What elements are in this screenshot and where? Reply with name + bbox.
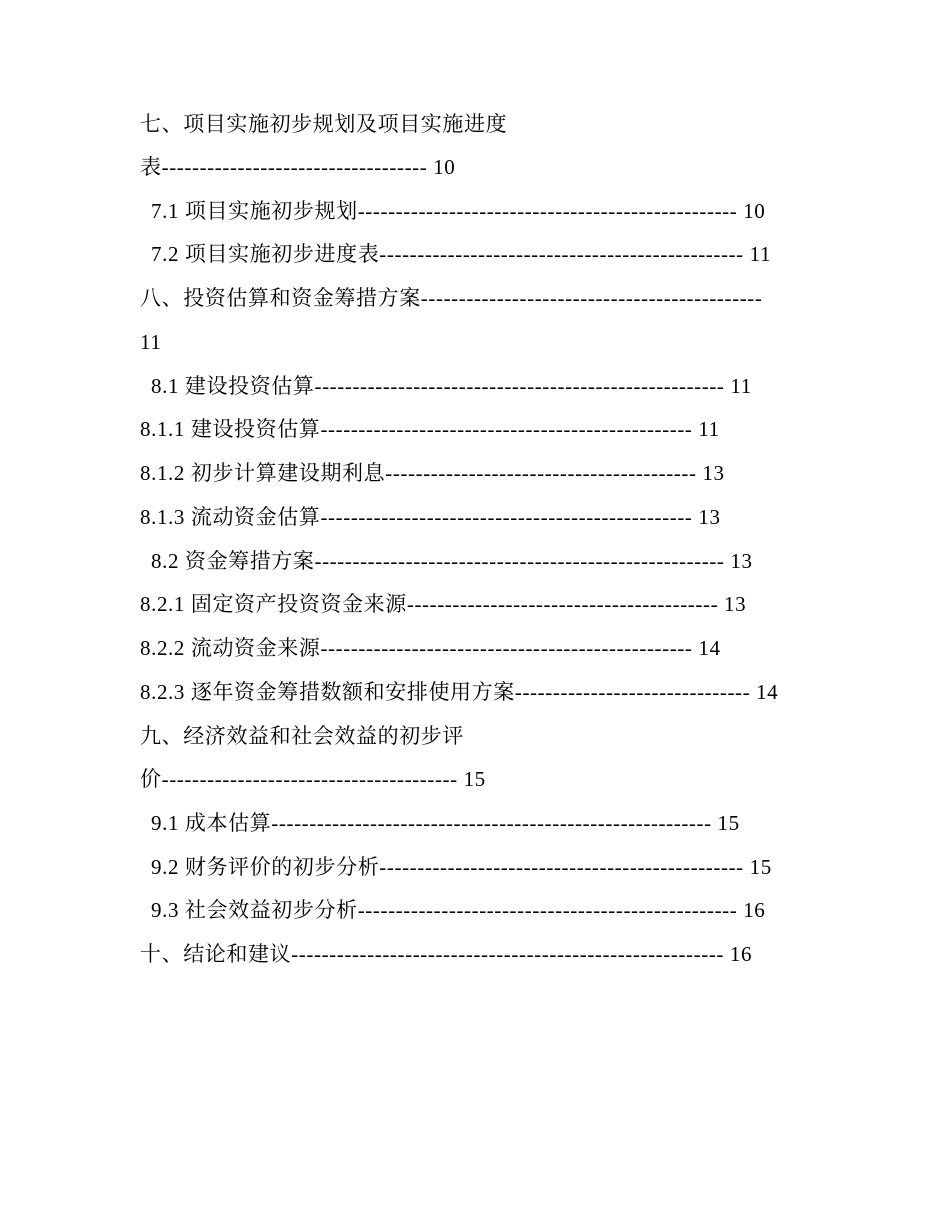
toc-entry-chapter-7-title: 七、项目实施初步规划及项目实施进度: [140, 112, 508, 136]
toc-entry-chapter-9-title: 九、经济效益和社会效益的初步评: [140, 724, 464, 748]
toc-entry-chapter-8-title: 八、投资估算和资金筹措方案---------------------------------------------: [140, 286, 763, 310]
toc-entry-8-2-1: 8.2.1 固定资产投资资金来源----------------------------------------- 13: [140, 592, 747, 616]
toc-entry-8-1-2: 8.1.2 初步计算建设期利息----------------------------------------- 13: [140, 461, 725, 485]
toc-entry-8-1-1: 8.1.1 建设投资估算------------------------------------------------- 11: [140, 417, 720, 441]
toc-entry-7-2: 7.2 项目实施初步进度表------------------------------------------------ 11: [151, 242, 772, 266]
toc-entry-8-1: 8.1 建设投资估算------------------------------------------------------ 11: [151, 374, 752, 398]
toc-entry-chapter-8-page: 11: [140, 330, 162, 354]
toc-entry-chapter-10: 十、结论和建议--------------------------------------------------------- 16: [140, 942, 753, 966]
toc-entry-9-1: 9.1 成本估算---------------------------------------------------------- 15: [151, 811, 740, 835]
toc-entry-9-3: 9.3 社会效益初步分析-------------------------------------------------- 16: [151, 898, 766, 922]
toc-entry-8-1-3: 8.1.3 流动资金估算------------------------------------------------- 13: [140, 505, 721, 529]
toc-entry-8-2: 8.2 资金筹措方案------------------------------------------------------ 13: [151, 549, 753, 573]
toc-entry-8-2-3: 8.2.3 逐年资金筹措数额和安排使用方案------------------------------- 14: [140, 680, 779, 704]
toc-entry-8-2-2: 8.2.2 流动资金来源------------------------------------------------- 14: [140, 636, 721, 660]
toc-entry-chapter-9-continued: 价--------------------------------------- 15: [140, 767, 486, 791]
toc-entry-9-2: 9.2 财务评价的初步分析------------------------------------------------ 15: [151, 855, 772, 879]
toc-entry-7-1: 7.1 项目实施初步规划-------------------------------------------------- 10: [151, 199, 766, 223]
toc-entry-chapter-7-continued: 表----------------------------------- 10: [140, 155, 456, 179]
